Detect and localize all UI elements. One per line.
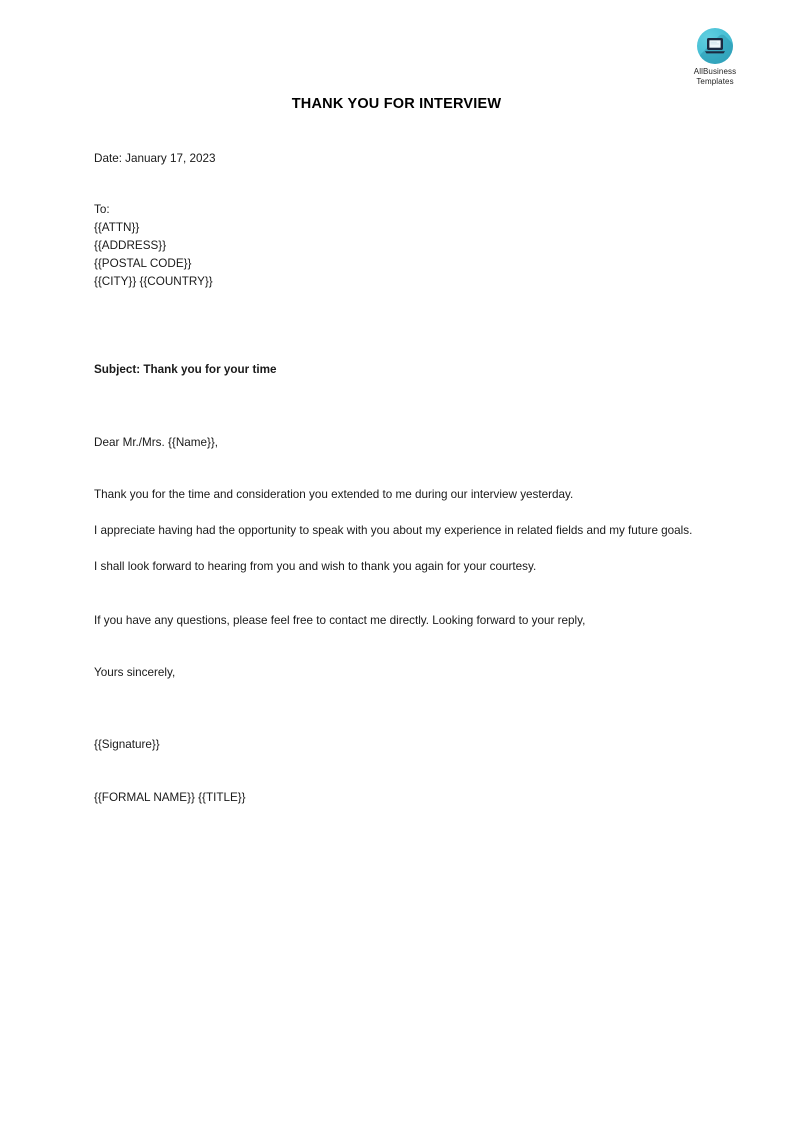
recipient-block [94,201,699,291]
body-paragraph-2: I appreciate having had the opportunity to speak with you about my experience in related fields and my future goals. [94,524,693,537]
recipient-postal-code: {{POSTAL CODE}} [94,257,192,270]
letter-body [94,150,699,807]
laptop-icon [697,28,733,64]
body-paragraph-3: I shall look forward to hearing from you and wish to thank you again for your courtesy. [94,560,537,573]
brand-caption-line2: Templates [696,77,734,86]
formal-name-line: {{FORMAL NAME}} {{TITLE}} [94,791,246,804]
body-paragraph-1: Thank you for the time and consideration you extended to me during our interview yesterday. [94,488,574,501]
body-paragraph-4: If you have any questions, please feel free to contact me directly. Looking forward to your reply, [94,614,586,627]
recipient-address: {{ADDRESS}} [94,239,167,252]
salutation: Dear Mr./Mrs. {{Name}}, [94,436,219,449]
signature-placeholder: {{Signature}} [94,738,160,751]
recipient-label: To: [94,203,110,216]
brand-caption [676,67,754,87]
recipient-city-country: {{CITY}} {{COUNTRY}} [94,275,213,288]
brand-caption-line1: AllBusiness [693,67,737,76]
page-title: THANK YOU FOR INTERVIEW [291,96,502,112]
date-line: Date: January 17, 2023 [94,152,216,165]
subject-line: Subject: Thank you for your time [94,363,277,376]
logo-circle [697,28,733,64]
closing-line: Yours sincerely, [94,666,176,679]
brand-logo-block [676,28,754,87]
recipient-attn: {{ATTN}} [94,221,140,234]
